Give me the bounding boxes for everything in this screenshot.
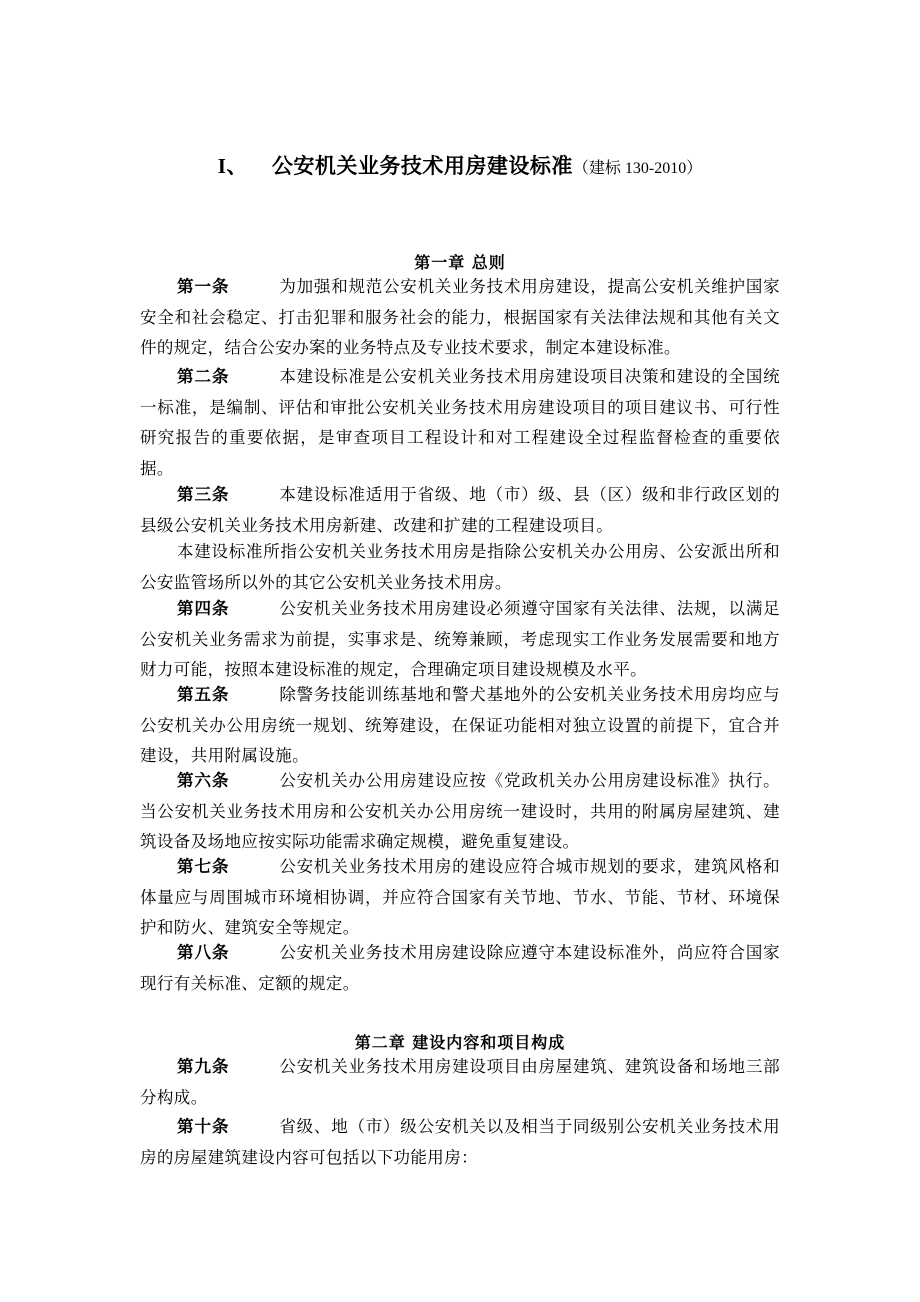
- article-paragraph: [140, 852, 780, 944]
- article-label: 第一条: [177, 277, 230, 296]
- chapter-heading: 第二章 建设内容和项目构成: [354, 1033, 566, 1052]
- article-text: 为加强和规范公安机关业务技术用房建设，提高公安机关维护国家安全和社会稳定、打击犯罪和服务社会的能力，根据国家有关法律法规和其他有关文件的规定，结合公安办案的业务特点及专业技术要求，制定本建设标准。: [140, 277, 780, 357]
- article-paragraph: [140, 362, 780, 484]
- article-text: 本建设标准是公安机关业务技术用房建设项目决策和建设的全国统一标准，是编制、评估和审批公安机关业务技术用房建设项目的项目建议书、可行性研究报告的重要依据，是审查项目工程设计和对工程建设全过程监督检查的重要依据。: [140, 367, 780, 478]
- document-title: [0, 150, 920, 180]
- article-text: 公安机关业务技术用房建设除应遵守本建设标准外，尚应符合国家现行有关标准、定额的规定。: [140, 943, 780, 993]
- article-label: 第四条: [177, 599, 230, 618]
- article-text: 公安机关办公用房建设应按《党政机关办公用房建设标准》执行。当公安机关业务技术用房和公安机关办公用房统一建设时，共用的附属房屋建筑、建筑设备及场地应按实际功能需求确定规模，避免重复建设。: [140, 771, 780, 851]
- article-paragraph: [140, 480, 780, 541]
- title-text: 公安机关业务技术用房建设标准: [271, 154, 573, 178]
- article-paragraph: [140, 594, 780, 686]
- article-label: 第七条: [177, 857, 230, 876]
- article-text: 公安机关业务技术用房建设项目由房屋建筑、建筑设备和场地三部分构成。: [140, 1057, 780, 1107]
- article-paragraph: [140, 766, 780, 858]
- article-label: 第五条: [177, 685, 230, 704]
- article-text: 本建设标准适用于省级、地（市）级、县（区）级和非行政区划的县级公安机关业务技术用房新建、改建和扩建的工程建设项目。: [140, 485, 780, 535]
- article-paragraph: [140, 680, 780, 772]
- article-paragraph: [140, 1052, 780, 1113]
- article-label: 第十条: [177, 1117, 230, 1136]
- article-text: 公安机关业务技术用房的建设应符合城市规划的要求，建筑风格和体量应与周围城市环境相协调，并应符合国家有关节地、节水、节能、节材、环境保护和防火、建筑安全等规定。: [140, 857, 780, 937]
- title-code: （建标 130-2010）: [572, 160, 703, 177]
- article-text: 省级、地（市）级公安机关以及相当于同级别公安机关业务技术用房的房屋建筑建设内容可包括以下功能用房：: [140, 1117, 780, 1167]
- article-text: 除警务技能训练基地和警犬基地外的公安机关业务技术用房均应与公安机关办公用房统一规划、统筹建设，在保证功能相对独立设置的前提下，宜合并建设，共用附属设施。: [140, 685, 780, 765]
- article-text: 本建设标准所指公安机关业务技术用房是指除公安机关办公用房、公安派出所和公安监管场所以外的其它公安机关业务技术用房。: [140, 542, 780, 592]
- chapter-heading: 第一章 总则: [414, 253, 506, 272]
- article-label: 第六条: [177, 771, 230, 790]
- article-paragraph: [140, 272, 780, 364]
- article-label: 第八条: [177, 943, 230, 962]
- article-label: 第九条: [177, 1057, 230, 1076]
- article-paragraph: [140, 537, 780, 598]
- article-paragraph: [140, 938, 780, 999]
- article-paragraph: [140, 1112, 780, 1173]
- title-number: I、: [217, 154, 248, 178]
- article-label: 第二条: [177, 367, 230, 386]
- article-text: 公安机关业务技术用房建设必须遵守国家有关法律、法规，以满足公安机关业务需求为前提，实事求是、统筹兼顾，考虑现实工作业务发展需要和地方财力可能，按照本建设标准的规定，合理确定项目建设规模及水平。: [140, 599, 780, 679]
- article-label: 第三条: [177, 485, 230, 504]
